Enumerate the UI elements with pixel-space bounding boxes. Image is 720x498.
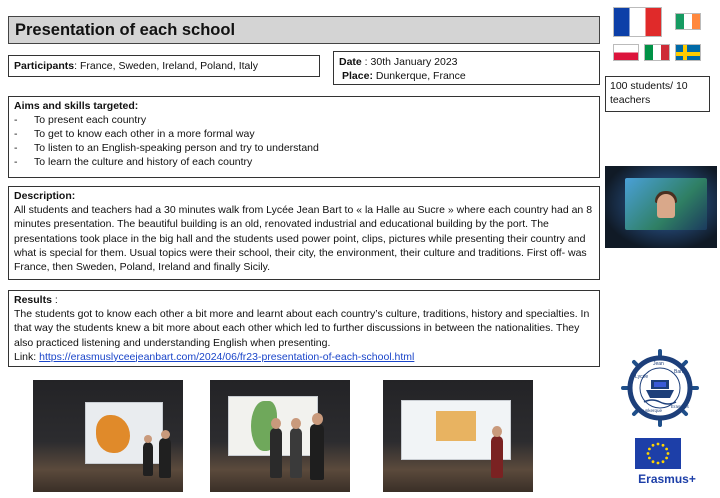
audience-head [144, 435, 152, 443]
results-link-label: Link: [14, 350, 40, 363]
list-item: - To get to know each other in a more formal way [14, 127, 594, 141]
date-label: Date [339, 56, 362, 68]
date-place-box [333, 51, 600, 85]
participants-label: Participants [14, 60, 75, 72]
audience-figure [159, 438, 171, 478]
ireland-flag-icon [675, 13, 701, 30]
italy-flag-icon [644, 44, 670, 61]
results-text: The students got to know each other a bit more and learnt about each country’s culture, traditions, history and specialties. In that way the students knew a bit more about each other which led to further discussions in between the nationalities. They also practiced listening and understanding English when presenting. [14, 308, 590, 349]
aims-heading: Aims and skills targeted: [14, 100, 139, 112]
attendance-box: 100 students/ 10 teachers [605, 76, 710, 112]
page-title: Presentation of each school [15, 21, 236, 39]
poland-map-graphic [436, 411, 476, 441]
results-heading: Results [14, 294, 52, 306]
presentation-photo-poland [383, 380, 533, 492]
place-row [339, 69, 599, 83]
presenter-figure [491, 436, 503, 478]
logo-ring-text: Erasmus [671, 404, 689, 409]
page-title-box [8, 16, 600, 44]
date-row [339, 55, 599, 69]
logo-ring-text: Bart [674, 369, 684, 375]
presenter-figure [270, 428, 282, 478]
description-heading: Description: [14, 190, 76, 202]
erasmus-plus-wordmark: Erasmus+ [638, 472, 696, 486]
poland-flag-icon [613, 44, 639, 61]
presenter-figure [290, 428, 302, 478]
results-box [8, 290, 600, 367]
presentation-photo-ireland [33, 380, 183, 492]
presenter-on-screen [657, 194, 675, 218]
description-box [8, 186, 600, 280]
logo-ring-text: Jean [653, 361, 664, 367]
ireland-map-graphic [96, 415, 130, 453]
presenter-head [492, 426, 502, 437]
aims-box [8, 96, 600, 178]
presentation-photo-right [605, 166, 717, 248]
eu-flag-icon [635, 438, 681, 469]
aims-list [14, 113, 594, 169]
participants-box [8, 55, 320, 77]
logo-ring-text: Dunkerque [640, 408, 663, 413]
results-heading-row [14, 293, 594, 307]
audience-head [161, 430, 170, 439]
results-heading-suffix: : [51, 294, 58, 306]
eu-stars-icon [635, 438, 681, 469]
presentation-photo-sweden [210, 380, 350, 492]
participants-value: : France, Sweden, Ireland, Poland, Italy [74, 60, 258, 72]
list-item: - To learn the culture and history of each country [14, 155, 594, 169]
place-label: Place: [342, 70, 373, 82]
description-text: All students and teachers had a 30 minutes walk from Lycée Jean Bart to « la Halle au Sucre » where each country had an 8 minutes presentation. The beautiful building is an old, renovated industrial and educational building by the port. The presentations took place in the big hall and the students used power point, clips, pictures while presenting their country and what is special for them. Usual topics were their school, their city, the environment, their culture and traditions. First off- was France, then Sweden, Poland, Ireland and finally Sicily. [14, 204, 593, 274]
presenter-head [291, 418, 301, 429]
results-link-row [14, 350, 594, 364]
presenter-head [271, 418, 281, 429]
presenter-figure [310, 424, 324, 480]
france-flag-icon [613, 7, 662, 37]
date-value: : 30th January 2023 [361, 56, 458, 68]
list-item: - To listen to an English-speaking person and try to understand [14, 141, 594, 155]
sweden-flag-icon [675, 44, 701, 61]
place-value: Dunkerque, France [372, 70, 466, 82]
logo-ring-text: Lycée [635, 374, 649, 380]
list-item: - To present each country [14, 113, 594, 127]
results-link[interactable]: https://erasmuslyceejeanbart.com/2024/06/fr23-presentation-of-each-school.html [39, 350, 415, 363]
audience-figure [143, 442, 153, 476]
lycee-jean-bart-logo-icon [617, 348, 703, 428]
presenter-head [312, 413, 323, 425]
